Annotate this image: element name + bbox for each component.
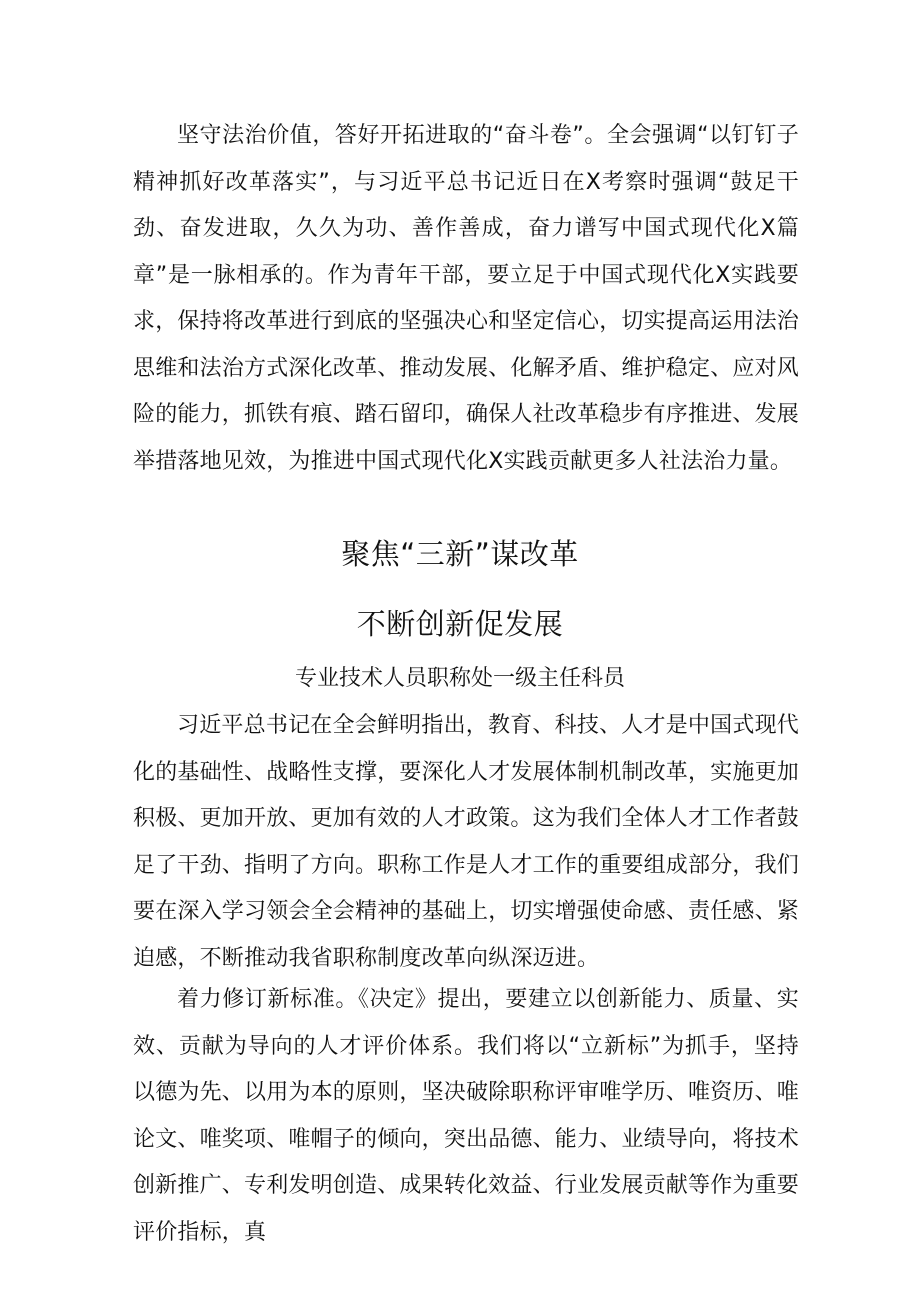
paragraph-talent-policy: 习近平总书记在全会鲜明指出，教育、科技、人才是中国式现代化的基础性、战略性支撑，要深化人才发展体制机制改革，实施更加积极、更加开放、更加有效的人才政策。这为我们全体人才工作者鼓足了干劲、指明了方向。职称工作是人才工作的重要组成部分，我们要在深入学习领会全会精神的基础上，切实增强使命感、责任感、紧迫感，不断推动我省职称制度改革向纵深迈进。 xyxy=(133,713,800,971)
author-byline: 专业技术人员职称处一级主任科员 xyxy=(294,666,625,691)
section-heading-line-1: 聚焦“三新”谋改革 xyxy=(341,537,579,571)
paragraph-new-standards: 着力修订新标准。《决定》提出，要建立以创新能力、质量、实效、贡献为导向的人才评价体系。我们将以“立新标”为抓手，坚持以德为先、以用为本的原则，坚决破除职称评审唯学历、唯资历、唯论文、唯奖项、唯帽子的倾向，突出品德、能力、业绩导向，将技术创新推广、专利发明创造、成果转化效益、行业发展贡献等作为重要评价指标，真 xyxy=(133,987,800,1245)
paragraph-rule-of-law: 坚守法治价值，答好开拓进取的“奋斗卷”。全会强调“以钉钉子精神抓好改革落实”，与习近平总书记近日在X考察时强调“鼓足干劲、奋发进取，久久为功、善作善成，奋力谱写中国式现代化X篇章”是一脉相承的。作为青年干部，要立足于中国式现代化X实践要求，保持将改革进行到底的坚强决心和坚定信心，切实提高运用法治思维和法治方式深化改革、推动发展、化解矛盾、维护稳定、应对风险的能力，抓铁有痕、踏石留印，确保人社改革稳步有序推进、发展举措落地见效，为推进中国式现代化X实践贡献更多人社法治力量。 xyxy=(133,123,800,474)
section-heading-line-2: 不断创新促发展 xyxy=(356,607,564,641)
